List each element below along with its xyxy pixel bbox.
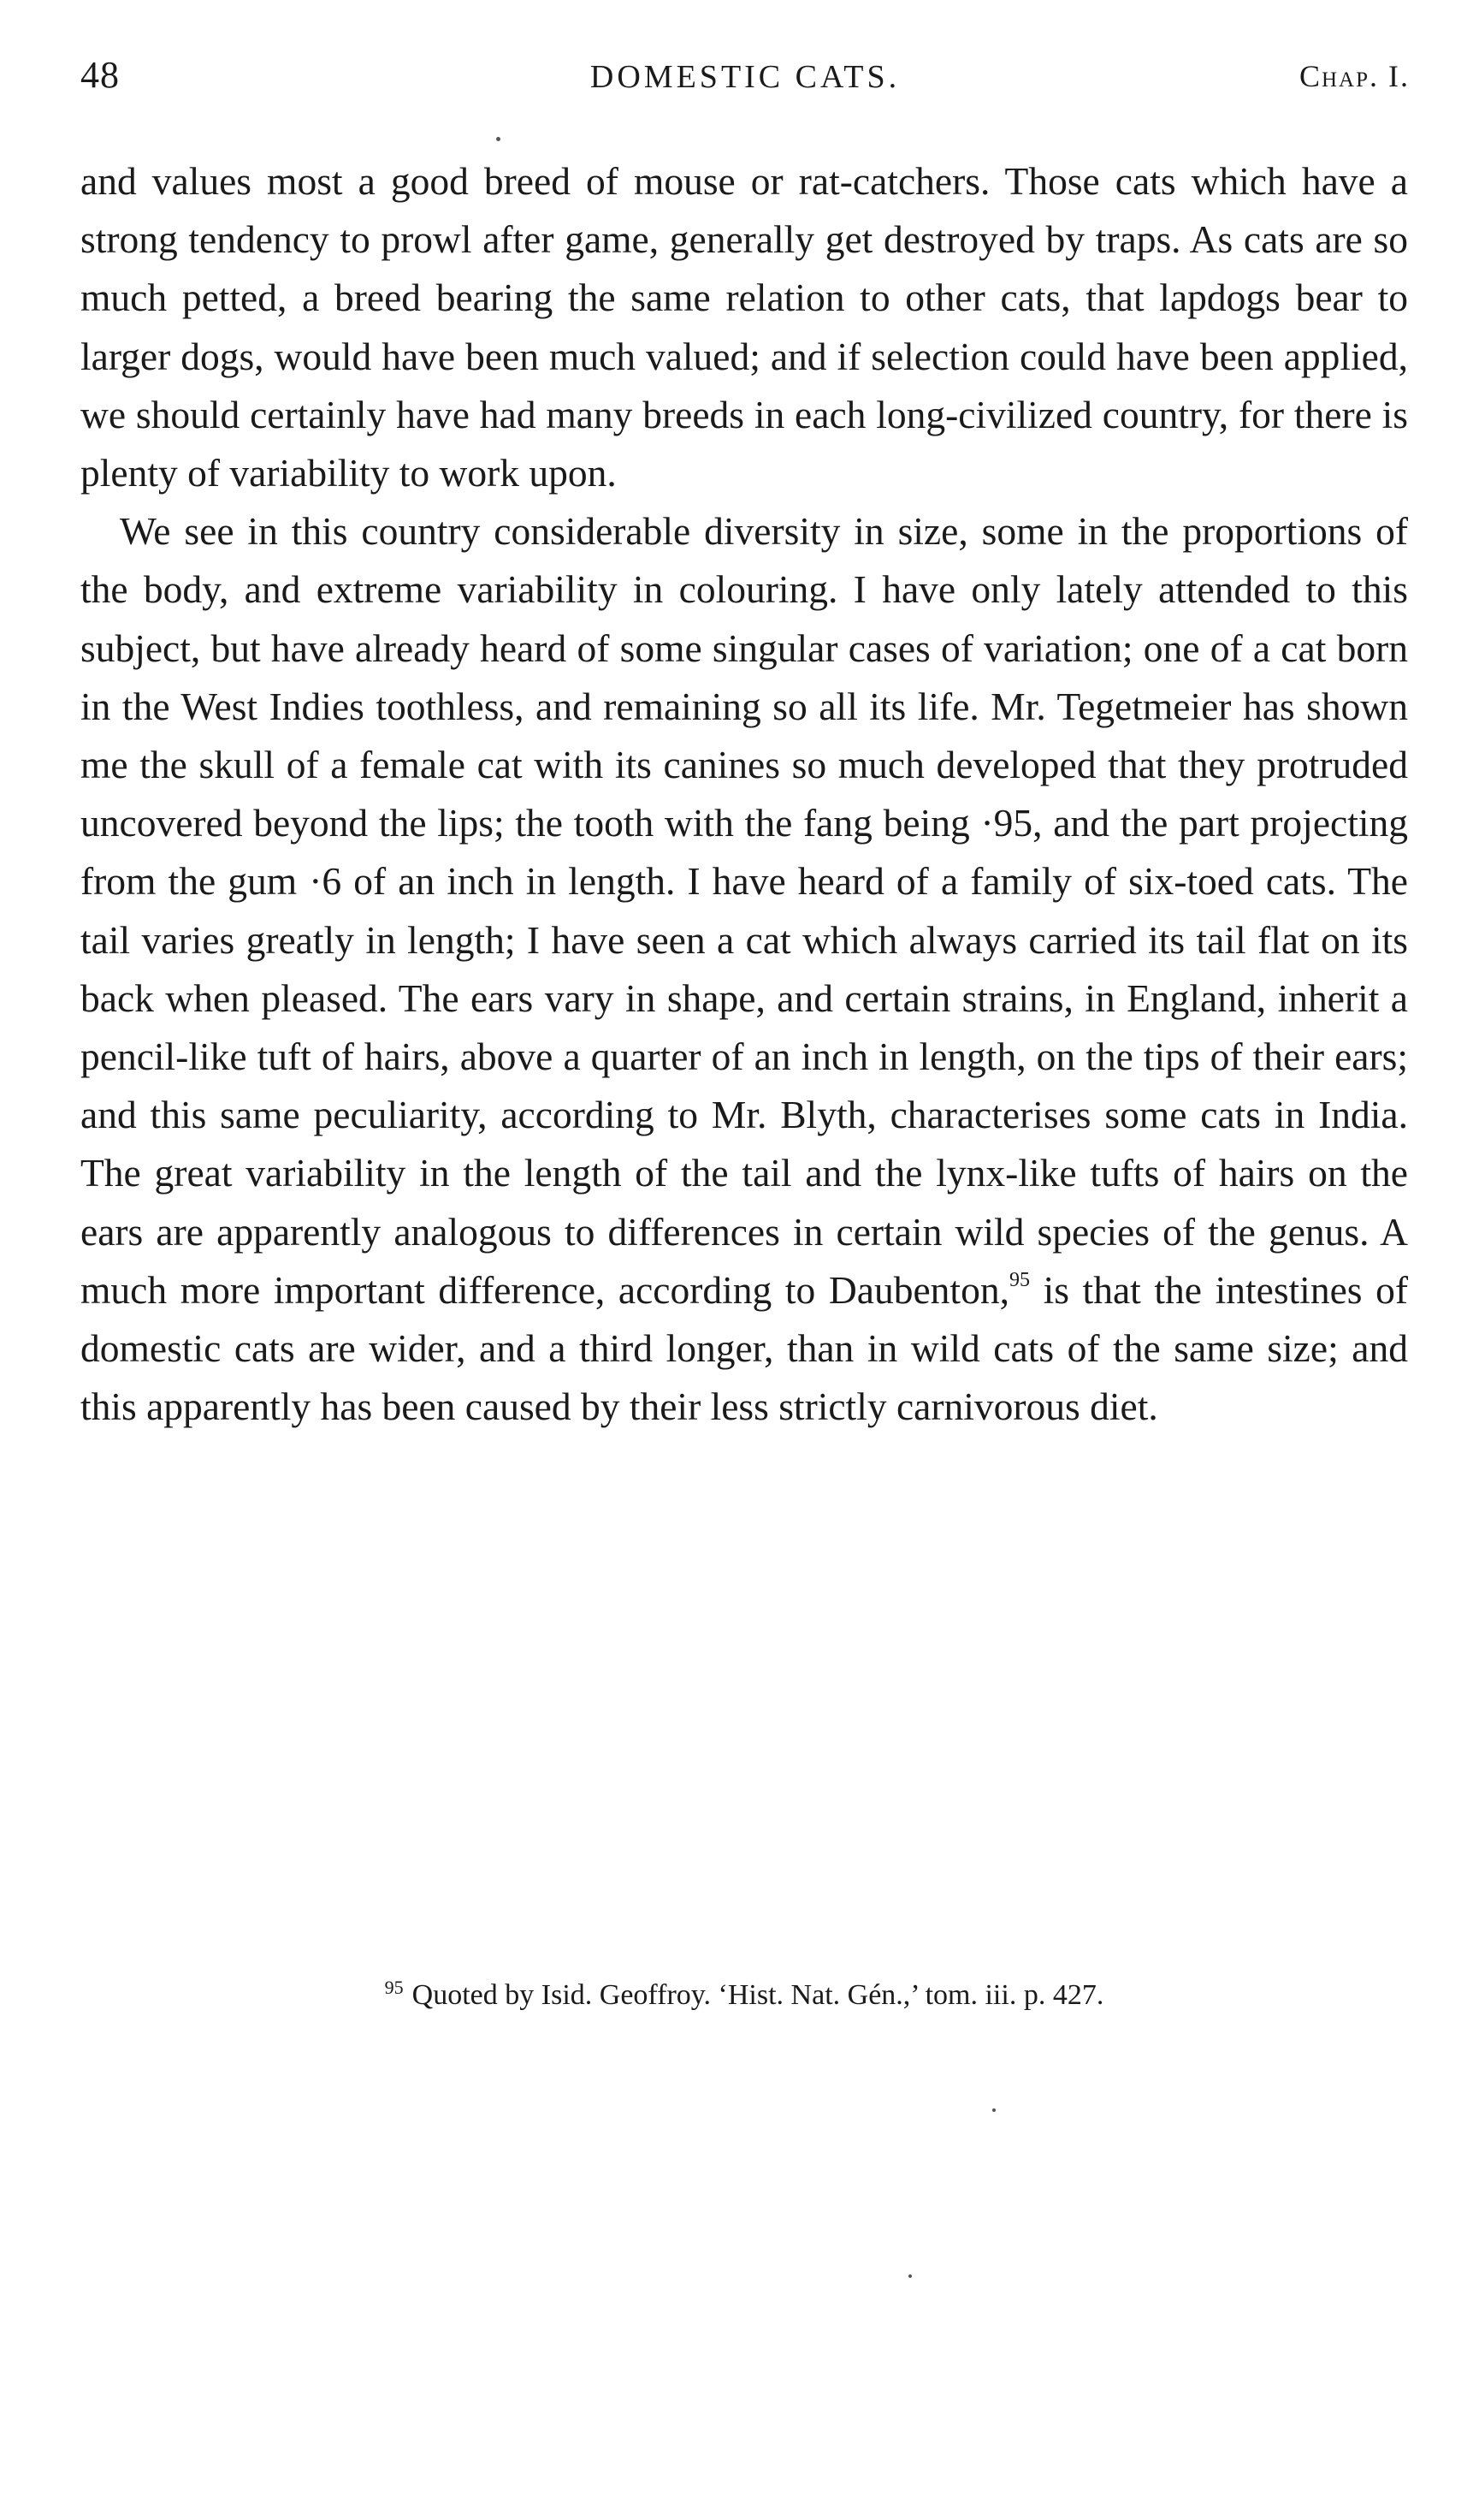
print-speck — [496, 137, 500, 141]
paragraph-text-before-note: We see in this country considerable diversity in size, some in the proportions of the body, and extreme variability in colouring. I have only lately attended to this subject, but have already heard of some singular cases of variation; one of a cat born in the West Indies toothless, and remaining so all its life. Mr. Tegetmeier has shown me the skull of a female cat with its canines so much developed that they protruded uncovered beyond the lips; the tooth with the fang being ·95, and the part projecting from the gum ·6 of an inch in length. I have heard of a family of six-toed cats. The tail varies greatly in length; I have seen a cat which always carried its tail flat on its back when pleased. The ears vary in shape, and certain strains, in England, inherit a pencil-like tuft of hairs, above a quarter of an inch in length, on the tips of their ears; and this same peculiarity, according to Mr. Blyth, characterises some cats in India. The great variability in the length of the tail and the lynx-like tufts of hairs on the ears are apparently analogous to differences in certain wild species of the genus. A much more important difference, according to Daubenton, — [80, 509, 1408, 1312]
page-number: 48 — [80, 54, 120, 96]
paragraph-variation — [80, 502, 1408, 1436]
running-title: DOMESTIC CATS. — [589, 59, 901, 95]
footnote-number: 95 — [384, 1977, 404, 1998]
footnote-text: Quoted by Isid. Geoffroy. ‘Hist. Nat. Gén.,’ tom. iii. p. 427. — [411, 1979, 1104, 2011]
body-text — [80, 152, 1408, 1436]
print-speck — [992, 2108, 996, 2112]
print-speck — [908, 2274, 912, 2278]
footnote-reference[interactable]: 95 — [1009, 1268, 1030, 1291]
paragraph-text-after-note: is that the intestines of domestic cats are wider, and a third longer, than in wild cats of the same size; and this apparently has been caused by their less strictly carnivorous diet. — [80, 1267, 1409, 1429]
chapter-reference: Chap. I. — [1298, 59, 1410, 93]
paragraph-continued: and values most a good breed of mouse or rat-catchers. Those cats which have a strong tendency to prowl after game, generally get destroyed by traps. As cats are so much petted, a breed bearing the same relation to other cats, that lapdogs bear to larger dogs, would have been much valued; and if selection could have been applied, we should certainly have had many breeds in each long-civilized country, for there is plenty of variability to work upon. — [80, 159, 1408, 495]
footnote — [80, 1969, 1408, 2014]
page-header — [80, 53, 1410, 104]
